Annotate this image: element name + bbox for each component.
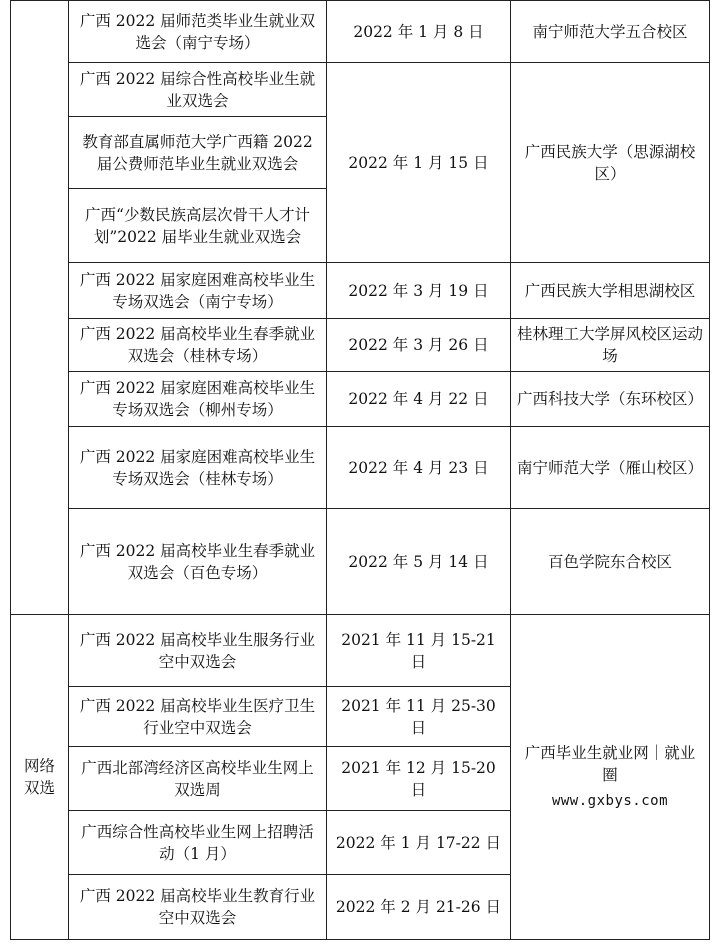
category-cell-online: [11, 615, 69, 940]
date-cell: 2022 年 3 月 26 日: [327, 319, 511, 372]
venue-url: www.gxbys.com: [551, 793, 669, 809]
table-row: [11, 63, 710, 117]
event-cell: 教育部直属师范大学广西籍 2022 届公费师范毕业生就业双选会: [69, 117, 327, 189]
event-cell: 广西 2022 届综合性高校毕业生就业双选会: [69, 63, 327, 117]
venue-cell-online: [511, 615, 710, 940]
venue-cell: 百色学院东合校区: [511, 509, 710, 615]
date-cell: 2021 年 12 月 15-20 日: [327, 747, 511, 811]
date-cell: 2022 年 1 月 8 日: [327, 1, 511, 63]
date-cell: 2021 年 11 月 25-30 日: [327, 687, 511, 747]
event-cell: 广西 2022 届家庭困难高校毕业生专场双选会（南宁专场）: [69, 263, 327, 319]
table-row: [11, 1, 710, 63]
event-cell: 广西综合性高校毕业生网上招聘活动（1 月）: [69, 811, 327, 875]
category-label-line1: 网络: [23, 757, 55, 775]
date-cell: 2022 年 4 月 22 日: [327, 372, 511, 427]
table-row: [11, 319, 710, 372]
table-row: [11, 615, 710, 687]
table-row: [11, 427, 710, 509]
event-cell: 广西 2022 届高校毕业生教育行业空中双选会: [69, 875, 327, 940]
date-cell: 2022 年 4 月 23 日: [327, 427, 511, 509]
category-label-line2: 双选: [23, 779, 55, 797]
event-cell: 广西 2022 届高校毕业生医疗卫生行业空中双选会: [69, 687, 327, 747]
event-cell: 广西 2022 届家庭困难高校毕业生专场双选会（柳州专场）: [69, 372, 327, 427]
date-cell: 2022 年 1 月 17-22 日: [327, 811, 511, 875]
event-cell: 广西北部湾经济区高校毕业生网上双选周: [69, 747, 327, 811]
venue-cell: 南宁师范大学五合校区: [511, 1, 710, 63]
category-cell-onsite: [11, 1, 69, 615]
event-cell: 广西 2022 届高校毕业生服务行业空中双选会: [69, 615, 327, 687]
event-cell: 广西 2022 届家庭困难高校毕业生专场双选会（桂林专场）: [69, 427, 327, 509]
date-cell: 2021 年 11 月 15-21 日: [327, 615, 511, 687]
job-fair-table: [10, 0, 710, 940]
event-cell: 广西 2022 届高校毕业生春季就业双选会（百色专场）: [69, 509, 327, 615]
event-cell: 广西 2022 届师范类毕业生就业双选会（南宁专场）: [69, 1, 327, 63]
venue-cell: 南宁师范大学（雁山校区）: [511, 427, 710, 509]
table-row: [11, 263, 710, 319]
date-cell: 2022 年 5 月 14 日: [327, 509, 511, 615]
table-row: [11, 372, 710, 427]
venue-cell: 桂林理工大学屏风校区运动场: [511, 319, 710, 372]
date-cell: 2022 年 3 月 19 日: [327, 263, 511, 319]
venue-cell: 广西科技大学（东环校区）: [511, 372, 710, 427]
venue-cell: 广西民族大学相思湖校区: [511, 263, 710, 319]
date-cell: 2022 年 2 月 21-26 日: [327, 875, 511, 940]
venue-label: 广西毕业生就业网｜就业圈: [524, 744, 696, 784]
event-cell: 广西“少数民族高层次骨干人才计划”2022 届毕业生就业双选会: [69, 189, 327, 263]
event-cell: 广西 2022 届高校毕业生春季就业双选会（桂林专场）: [69, 319, 327, 372]
date-cell: 2022 年 1 月 15 日: [327, 63, 511, 263]
venue-cell: 广西民族大学（思源湖校区）: [511, 63, 710, 263]
table-row: [11, 509, 710, 615]
